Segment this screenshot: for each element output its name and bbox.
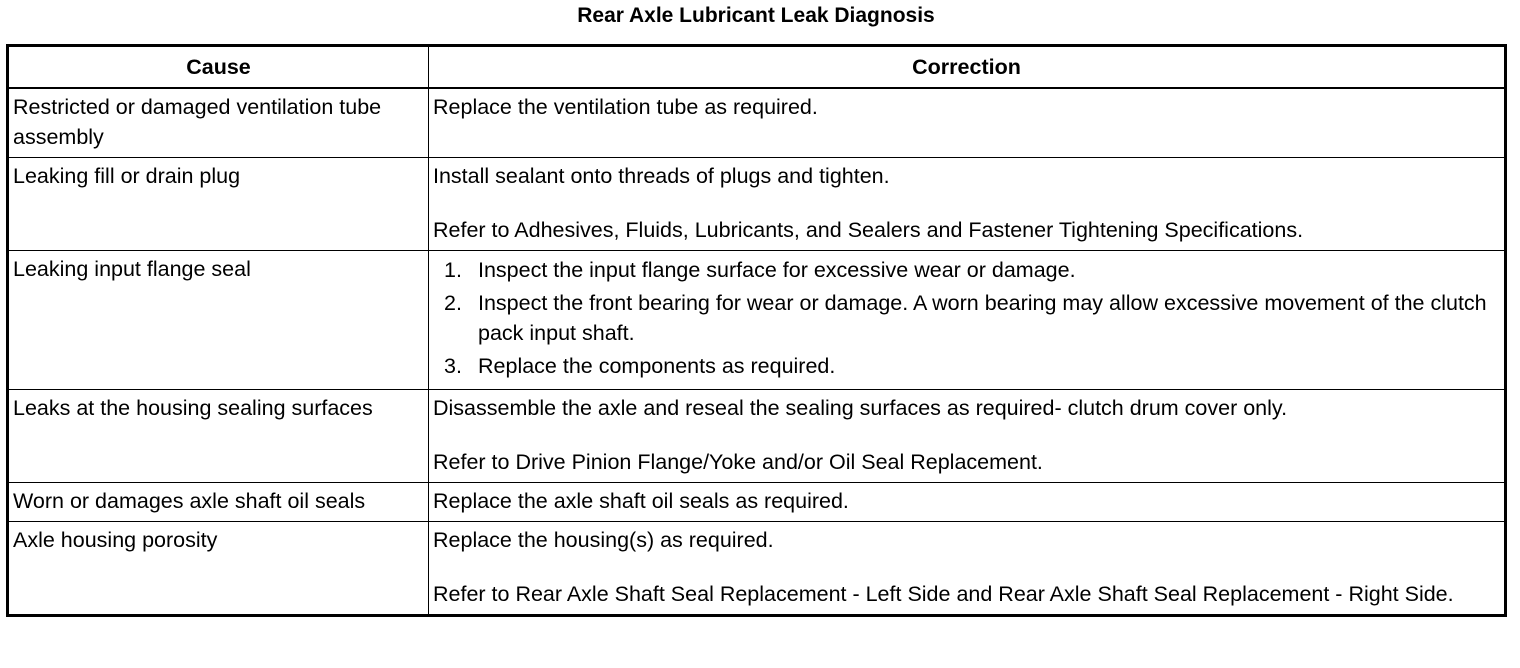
cause-cell: Leaking input flange seal [8, 251, 429, 390]
correction-text: Disassemble the axle and reseal the sealing surfaces as required- clutch drum cover only. [433, 396, 1288, 420]
correction-cell [429, 390, 1506, 483]
list-item [444, 288, 1500, 348]
correction-cell [429, 483, 1506, 522]
list-item [444, 351, 1500, 381]
correction-cell [429, 88, 1506, 158]
list-item [444, 255, 1500, 285]
step-text: Replace the components as required. [478, 354, 836, 378]
step-text: Inspect the front bearing for wear or damage. A worn bearing may allow excessive movement of the clutch pack input shaft. [478, 291, 1487, 345]
table-row [8, 390, 1506, 483]
table-row [8, 88, 1506, 158]
table-row [8, 158, 1506, 251]
correction-text: Replace the housing(s) as required. [433, 528, 774, 552]
cause-cell: Axle housing porosity [8, 522, 429, 616]
correction-reference: Refer to Drive Pinion Flange/Yoke and/or Oil Seal Replacement. [433, 450, 1043, 474]
correction-reference: Refer to Adhesives, Fluids, Lubricants, and Sealers and Fastener Tightening Specifications. [433, 218, 1304, 242]
step-number: 3. [444, 354, 462, 378]
correction-text: Install sealant onto threads of plugs and tighten. [433, 164, 890, 188]
step-text: Inspect the input flange surface for excessive wear or damage. [478, 258, 1076, 282]
table-header-row [8, 46, 1506, 89]
step-number: 2. [444, 291, 462, 315]
table-row [8, 522, 1506, 616]
column-header-correction: Correction [429, 46, 1506, 89]
table-row [8, 251, 1506, 390]
step-number: 1. [444, 258, 462, 282]
column-header-cause: Cause [8, 46, 429, 89]
correction-cell [429, 522, 1506, 616]
cause-cell: Leaks at the housing sealing surfaces [8, 390, 429, 483]
page-title: Rear Axle Lubricant Leak Diagnosis [577, 4, 935, 27]
correction-text: Replace the axle shaft oil seals as required. [433, 489, 849, 513]
correction-cell [429, 251, 1506, 390]
correction-steps [433, 255, 1500, 381]
correction-cell [429, 158, 1506, 251]
correction-reference: Refer to Rear Axle Shaft Seal Replacement - Left Side and Rear Axle Shaft Seal Replacement - Right Side. [433, 582, 1454, 606]
diagnosis-table [6, 44, 1507, 617]
table-row [8, 483, 1506, 522]
cause-cell: Worn or damages axle shaft oil seals [8, 483, 429, 522]
cause-cell: Leaking fill or drain plug [8, 158, 429, 251]
correction-text: Replace the ventilation tube as required. [433, 95, 818, 119]
cause-cell: Restricted or damaged ventilation tube assembly [8, 88, 429, 158]
